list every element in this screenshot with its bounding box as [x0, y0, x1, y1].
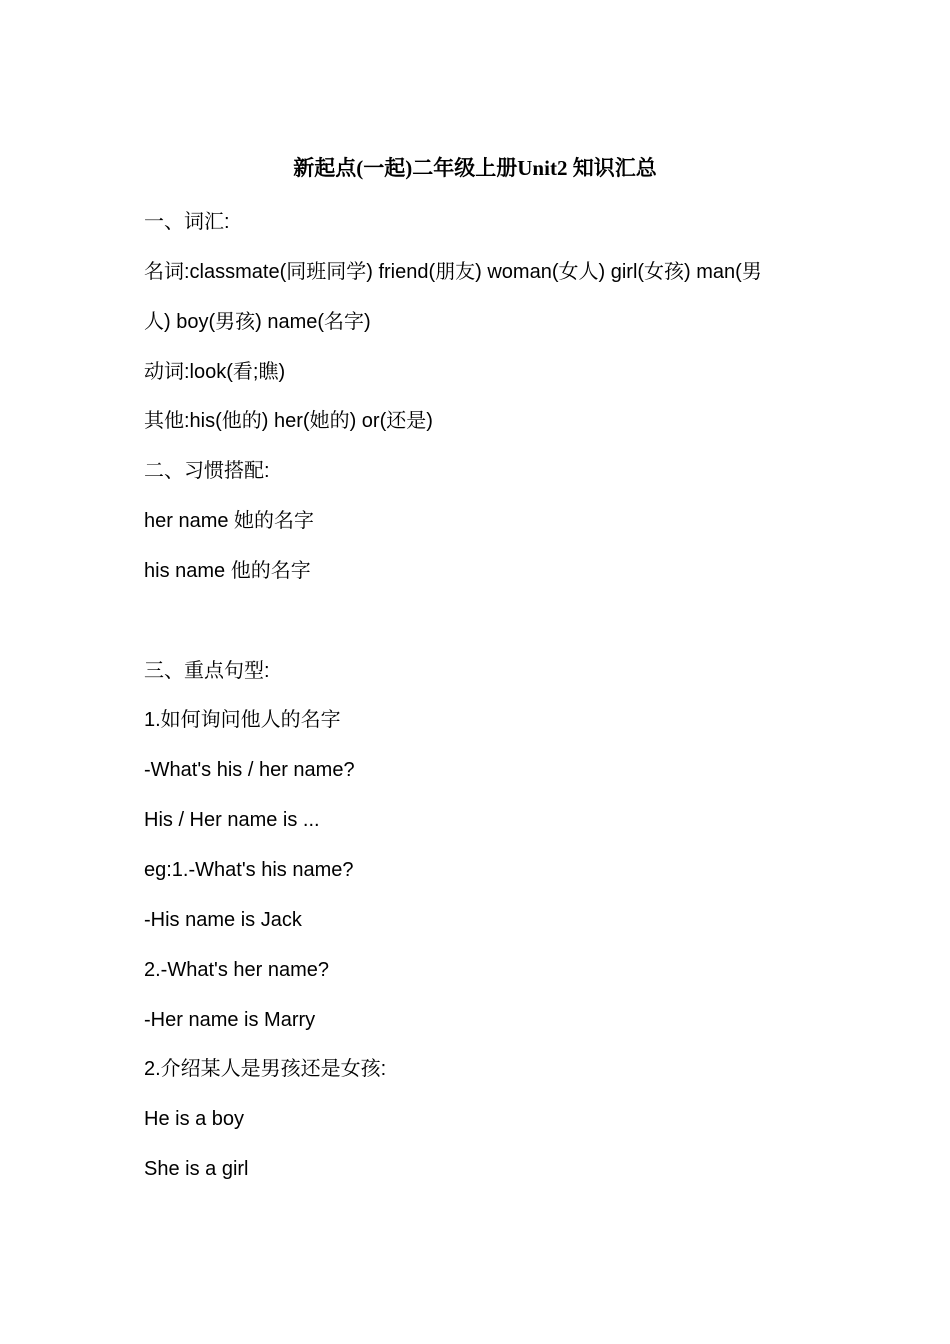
sentence-she-is-a-girl: She is a girl	[144, 1158, 249, 1181]
section-heading-key-sentences: 三、重点句型:	[144, 659, 270, 682]
example-2-question: 2.-What's her name?	[144, 958, 330, 981]
sentence-topic-boy-or-girl: 2.介绍某人是男孩还是女孩:	[144, 1058, 387, 1081]
sentence-he-is-a-boy: He is a boy	[144, 1108, 245, 1131]
section-heading-vocabulary: 一、词汇:	[144, 211, 230, 233]
example-1-question: eg:1.-What's his name?	[144, 858, 354, 881]
sentence-pattern-answer: His / Her name is ...	[144, 809, 320, 832]
document-body	[144, 207, 814, 1204]
example-2-answer: -Her name is Marry	[144, 1008, 316, 1031]
others-line: 其他:his(他的) her(她的) or(还是)	[144, 410, 433, 433]
verbs-line: 动词:look(看;瞧)	[144, 360, 286, 383]
blank-line	[144, 606, 814, 656]
document-title: 新起点(一起)二年级上册Unit2 知识汇总	[293, 156, 657, 180]
section-heading-collocations: 二、习惯搭配:	[144, 460, 270, 483]
sentence-topic-ask-name: 1.如何询问他人的名字	[144, 709, 341, 732]
nouns-line-1: 名词:classmate(同班同学) friend(朋友) woman(女人) girl(女孩) man(男	[144, 260, 762, 283]
sentence-pattern-question: -What's his / her name?	[144, 759, 355, 782]
collocation-his-name: his name 他的名字	[144, 559, 311, 582]
nouns-line-2: 人) boy(男孩) name(名字)	[144, 310, 371, 333]
collocation-her-name: her name 她的名字	[144, 510, 315, 533]
example-1-answer: -His name is Jack	[144, 908, 302, 931]
